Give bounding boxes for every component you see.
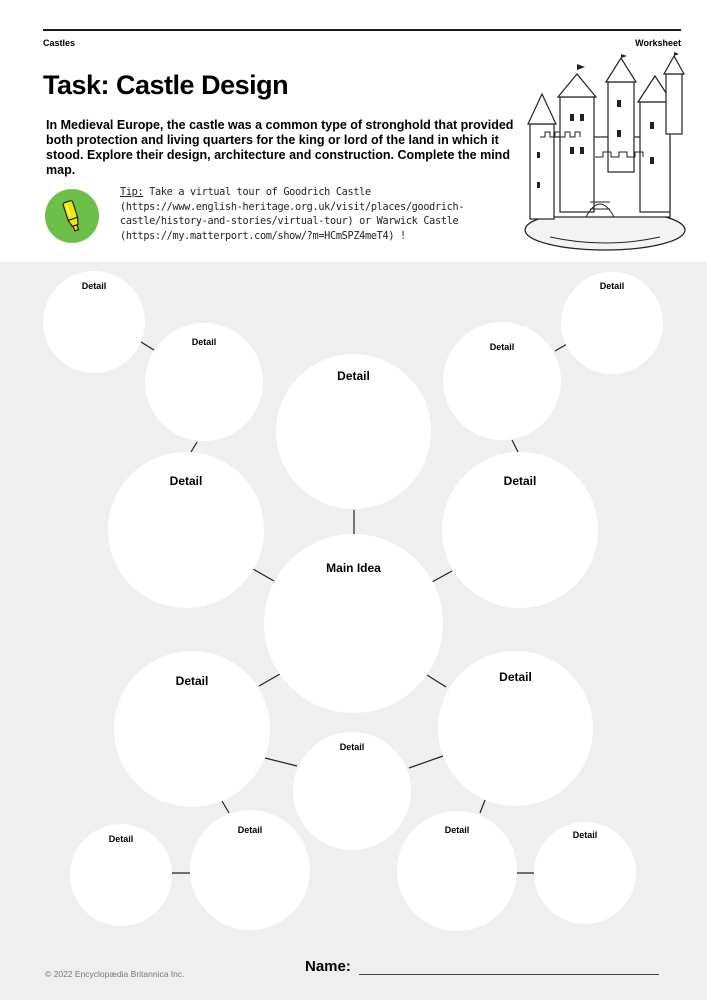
- tip-body: Take a virtual tour of Goodrich Castle (https://www.english-heritage.org.uk/visit/places/goodrich-castle/history-and-stories/virtual-tour) or Warwick Castle (https://my.matterport.com/show/?m=HCmSPZ4meT4) !: [120, 187, 465, 242]
- detail-label: Detail: [489, 342, 515, 352]
- worksheet-label: Worksheet: [635, 38, 681, 48]
- detail-label: Detail: [339, 742, 365, 752]
- detail-bubble-4[interactable]: [443, 322, 561, 440]
- detail-label: Detail: [191, 337, 217, 347]
- name-field[interactable]: [359, 974, 659, 975]
- detail-bubble-10[interactable]: [293, 732, 411, 850]
- detail-bubble-7[interactable]: [442, 452, 598, 608]
- mind-map: [0, 262, 707, 950]
- detail-bubble-5[interactable]: [561, 272, 663, 374]
- footer: [0, 950, 707, 1000]
- detail-bubble-13[interactable]: [397, 811, 517, 931]
- page-title: Task: Castle Design: [43, 70, 289, 100]
- detail-bubble-8[interactable]: [114, 651, 270, 807]
- main-idea-label: Main Idea: [326, 561, 381, 575]
- detail-bubble-1[interactable]: [43, 271, 145, 373]
- detail-bubble-9[interactable]: [438, 651, 593, 806]
- detail-label: Detail: [499, 670, 532, 684]
- detail-label: Detail: [81, 281, 107, 291]
- detail-bubble-6[interactable]: [108, 452, 264, 608]
- detail-label: Detail: [337, 369, 370, 383]
- detail-label: Detail: [572, 830, 598, 840]
- detail-label: Detail: [599, 281, 625, 291]
- name-label: Name:: [305, 958, 351, 975]
- detail-label: Detail: [237, 825, 263, 835]
- detail-bubble-14[interactable]: [534, 822, 636, 924]
- detail-label: Detail: [444, 825, 470, 835]
- detail-bubble-11[interactable]: [70, 824, 172, 926]
- detail-bubble-12[interactable]: [190, 810, 310, 930]
- main-idea-bubble[interactable]: [264, 534, 443, 713]
- detail-bubble-3[interactable]: [276, 354, 431, 509]
- highlighter-icon: [45, 189, 99, 243]
- detail-label: Detail: [175, 674, 209, 688]
- detail-label: Detail: [169, 474, 203, 488]
- tip-badge: [45, 189, 99, 243]
- detail-bubble-2[interactable]: [145, 323, 263, 441]
- tip-text: [120, 186, 480, 244]
- intro-text: In Medieval Europe, the castle was a common type of stronghold that provided both protection and living quarters for the king or lord of the land in which it stood. Explore their design, architecture and construction. Complete the mind map.: [46, 118, 514, 177]
- copyright: © 2022 Encyclopædia Britannica Inc.: [45, 969, 185, 979]
- tip-label: Tip:: [120, 187, 144, 198]
- subject-label: Castles: [43, 38, 76, 48]
- castle-illustration: [520, 52, 690, 252]
- detail-label: Detail: [503, 474, 537, 488]
- top-rule: [43, 29, 681, 31]
- detail-label: Detail: [108, 834, 134, 844]
